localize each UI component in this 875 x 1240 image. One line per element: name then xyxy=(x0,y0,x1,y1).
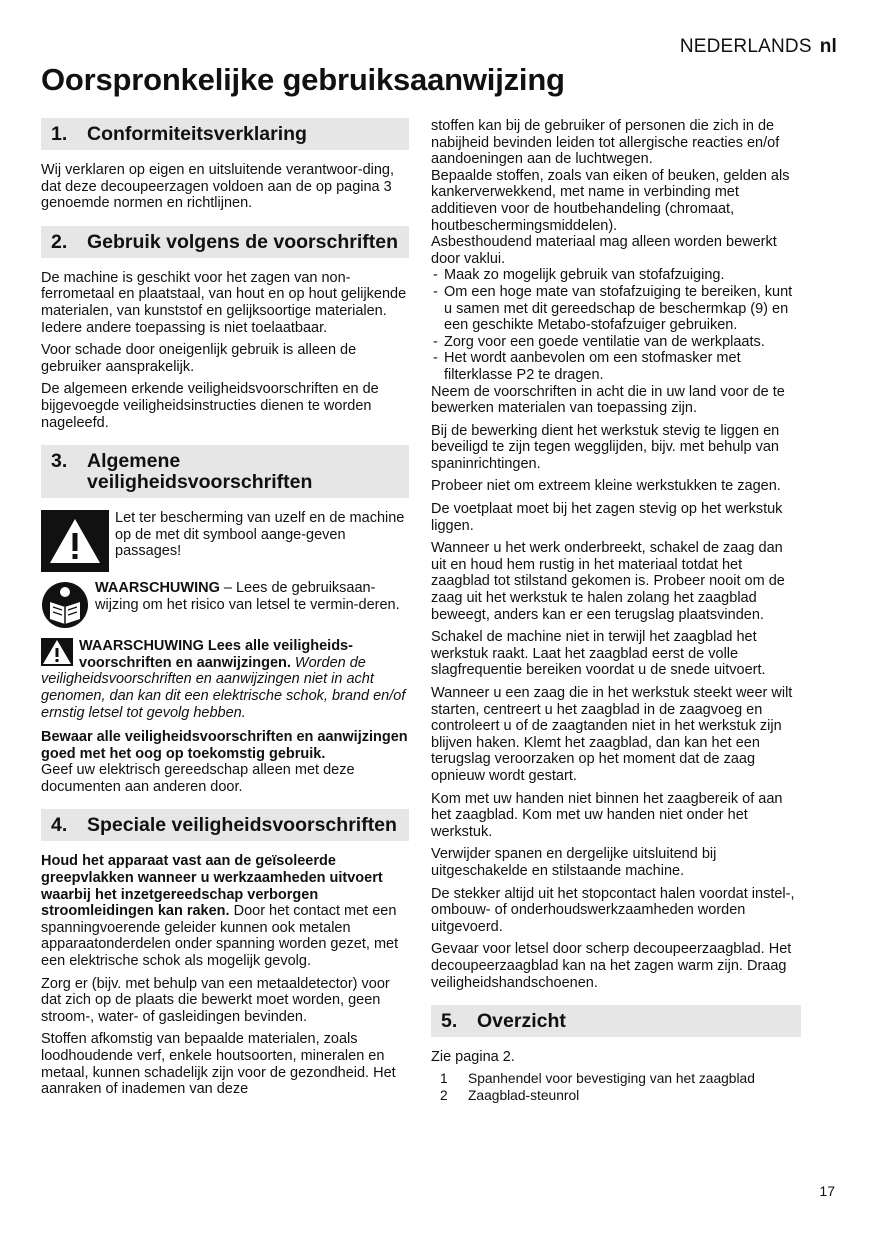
hands-paragraph: Kom met uw handen niet binnen het zaagbereik of aan het zaagblad. Kom met uw handen niet onder het werkstuk. xyxy=(431,790,783,840)
warning-triangle-icon xyxy=(41,510,109,572)
insulated-grip-paragraph xyxy=(41,853,409,969)
chips-paragraph: Verwijder spanen en dergelijke uitsluitend bij uitgeschakelde en stilstaande machine. xyxy=(431,846,717,879)
list-item: 2 Zaagblad-steunrol xyxy=(440,1087,580,1103)
left-column xyxy=(41,118,409,1104)
section-title: Overzicht xyxy=(477,1010,566,1033)
liability-paragraph: Voor schade door oneigenlijk gebruik is alleen de gebruiker aansprakelijk. xyxy=(41,342,357,375)
section-title: Conformiteitsverklaring xyxy=(87,123,307,145)
warning-triangle-icon xyxy=(41,638,73,666)
warning-label: WAARSCHUWING xyxy=(95,580,220,597)
page-number: 17 xyxy=(819,1183,835,1199)
list-item: - Het wordt aanbevolen om een stofmasker met filterklasse P2 te dragen. xyxy=(431,350,801,383)
section-number: 1. xyxy=(51,123,68,145)
dust-continued-paragraph: stoffen kan bij de gebruiker of personen die zich in de nabijheid bevinden leiden tot allergische reacties en/of aandoeningen aan de luchtwegen. xyxy=(431,118,780,168)
page-title: Oorspronkelijke gebruiksaanwijzing xyxy=(41,62,565,97)
read-manual-icon xyxy=(41,580,89,630)
section-number: 3. xyxy=(51,450,68,473)
list-item: - Om een hoge mate van stofafzuiging te bereiken, kunt u samen met dit gereedschap de beschermkap (9) en een geschikte Metabo-stofafzuiger gebruiken. xyxy=(431,284,801,334)
section-number: 4. xyxy=(51,814,68,837)
blade-hazard-paragraph: Gevaar voor letsel door scherp decoupeerzaagblad. Het decoupeerzaagblad kan na het zagen warm zijn. Draag veiligheidshandschoenen. xyxy=(431,941,792,991)
warning-text: – Lees de gebruiksaan-wijzing om het risico van letsel te vermin-deren. xyxy=(95,580,400,613)
section-title: Speciale veiligheidsvoorschriften xyxy=(87,814,397,837)
section-heading-3 xyxy=(41,445,409,498)
keep-instructions-bold: Bewaar alle veiligheidsvoorschriften en aanwijzingen goed met het oog op toekomstig gebruik. xyxy=(41,729,408,762)
dust-measures-list xyxy=(431,267,801,383)
right-column xyxy=(431,118,801,1104)
list-item: 1 Spanhendel voor bevestiging van het zaagblad xyxy=(440,1070,755,1086)
overview-intro: Zie pagina 2. xyxy=(431,1049,515,1066)
general-warning-italic: Worden de veiligheidsvoorschriften en aanwijzingen niet in acht genomen, dan kan dit een elektrische schok, brand en/of ernstig letsel tot gevolg hebben. xyxy=(41,654,406,721)
carcinogenic-paragraph: Bepaalde stoffen, zoals van eiken of beuken, gelden als kankerverwekkend, met name in verbinding met additieven voor de houtbehandeling (chromaat, houtbeschermingsmiddelen). xyxy=(431,167,790,234)
metal-detector-paragraph: Zorg er (bijv. met behulp van een metaaldetector) voor dat zich op de plaats die bewerkt moet worden, geen stroom-, water- of gasleidingen bevinden. xyxy=(41,975,390,1025)
section-heading-2 xyxy=(41,226,409,258)
language-label: NEDERLANDS xyxy=(679,36,812,57)
asbestos-paragraph: Asbesthoudend materiaal mag alleen worden bewerkt door vaklui. xyxy=(431,234,777,267)
symbol-notice xyxy=(41,510,409,572)
general-warning xyxy=(41,638,409,721)
section-heading-5 xyxy=(431,1005,801,1037)
section-heading-1 xyxy=(41,118,409,150)
section-heading-4 xyxy=(41,809,409,841)
country-rules-paragraph: Neem de voorschriften in acht die in uw land voor de te bewerken materialen van toepassing zijn. xyxy=(431,383,785,417)
general-warning-bold: WAARSCHUWING Lees alle veiligheids-voorschriften en aanwijzingen. xyxy=(79,638,353,671)
symbol-notice-text: Let ter bescherming van uzelf en de machine op de met dit symbool aange-geven passages! xyxy=(115,510,405,560)
plug-paragraph: De stekker altijd uit het stopcontact halen voordat instel-, ombouw- of onderhoudswerkzaamheden worden uitgevoerd. xyxy=(431,885,795,935)
rules-paragraph: De algemeen erkende veiligheidsvoorschriften en de bijgevoegde veiligheidsinstructies dienen te worden nageleefd. xyxy=(41,381,379,431)
language-code: nl xyxy=(819,36,837,57)
section-title: Algemene veiligheidsvoorschriften xyxy=(87,450,313,494)
list-item: - Zorg voor een goede ventilatie van de werkplaats. xyxy=(431,334,801,351)
restart-paragraph: Wanneer u een zaag die in het werkstuk steekt weer wilt starten, centreert u het zaagblad in de zaagvoeg en controleert u of de zaagtanden niet in het werkstuk zijn blijven haken. Klemt het zaagblad, dan kan het een terugslag veroorzaken op het moment dat de zaag opnieuw wordt gestart. xyxy=(431,685,793,784)
section-number: 5. xyxy=(441,1010,458,1033)
conformity-text: Wij verklaren op eigen en uitsluitende verantwoor-ding, dat deze decoupeerzagen voldoen aan de op pagina 3 genoemde normen en richtlijnen. xyxy=(41,162,395,212)
keep-instructions-text: Geef uw elektrisch gereedschap alleen met deze documenten aan anderen door. xyxy=(41,762,355,795)
switch-on-paragraph: Schakel de machine niet in terwijl het zaagblad het werkstuk raakt. Laat het zaagblad eerst de volle slagfrequentie bereiken voordat u de snede uitvoert. xyxy=(431,629,766,679)
interrupt-paragraph: Wanneer u het werk onderbreekt, schakel de zaag dan uit en houd hem rustig in het materiaal totdat het zaagblad tot stilstand gekomen is. Probeer nooit om de zaag uit het werkstuk te halen zolang het zaagblad beweegt, anders kan er een terugslag plaatsvinden. xyxy=(431,540,785,623)
workpiece-paragraph: Bij de bewerking dient het werkstuk stevig te liggen en beveiligd te zijn tegen wegglijden, bijv. met behulp van spaninrichtingen. xyxy=(431,422,780,472)
read-manual-warning xyxy=(41,580,409,630)
section-title: Gebruik volgens de voorschriften xyxy=(87,230,398,253)
small-workpieces-paragraph: Probeer niet om extreem kleine werkstukken te zagen. xyxy=(431,478,781,495)
overview-list xyxy=(431,1070,801,1104)
insulated-grip-bold: Houd het apparaat vast aan de geïsoleerde greepvlakken wanneer u werkzaamheden uitvoert waarbij het inzetgereedschap verborgen stroomleidingen kan raken. xyxy=(41,853,383,920)
base-plate-paragraph: De voetplaat moet bij het zagen stevig op het werkstuk liggen. xyxy=(431,501,783,534)
usage-paragraph: De machine is geschikt voor het zagen van non-ferrometaal en plaatstaal, van hout en op hout gelijkende materialen, van kunststof en gelijksoortige materialen. Iedere andere toepassing is niet toelaatbaar. xyxy=(41,269,407,336)
language-header xyxy=(680,36,837,58)
harmful-dust-paragraph: Stoffen afkomstig van bepaalde materialen, zoals loodhoudende verf, enkele houtsoorten, mineralen en metaal, kunnen schadelijk zijn voor de gezondheid. Het aanraken of inademen van deze xyxy=(41,1031,396,1098)
insulated-grip-text: Door het contact met een spanningvoerende geleider kunnen ook metalen apparaatonderdelen onder spanning worden gezet, met een elektrische schok als mogelijk gevolg. xyxy=(41,903,399,970)
section-number: 2. xyxy=(51,230,68,253)
list-item: - Maak zo mogelijk gebruik van stofafzuiging. xyxy=(431,267,801,284)
